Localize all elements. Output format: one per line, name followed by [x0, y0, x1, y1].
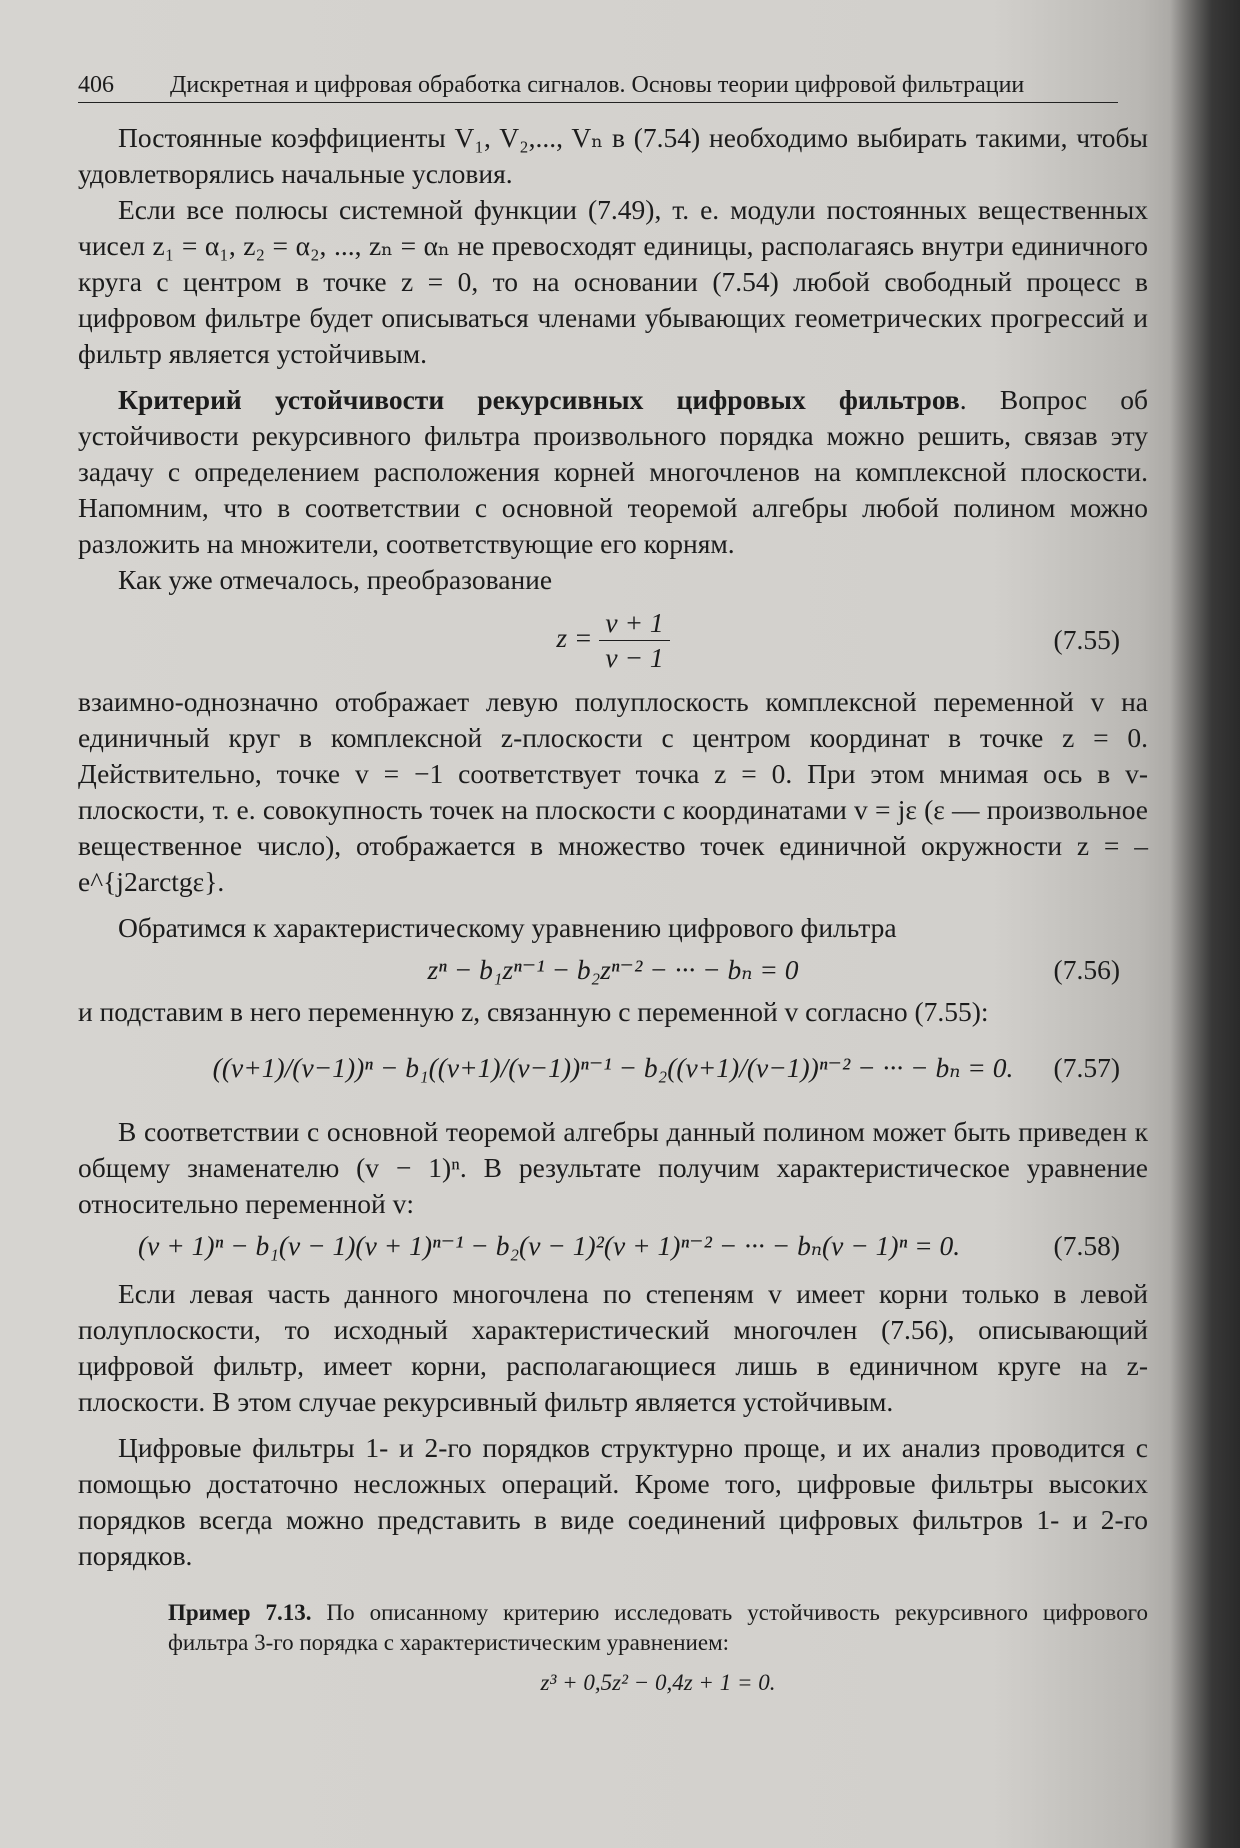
page-number: 406 — [78, 72, 114, 98]
example-7-13 — [78, 1598, 1148, 1698]
paragraph-roots: Если левая часть данного многочлена по степеням v имеет корни только в левой полуплоскости, то исходный характеристический многочлен (7.56), описывающий цифровой фильтр, имеет корни, располагающиеся лишь в единичном круге на z-плоскости. В этом случае рекурсивный фильтр является устойчивым. — [78, 1278, 1148, 1417]
paragraph-mapping: взаимно-однозначно отображает левую полуплоскость комплексной переменной v на единичный круг в комплексной z-плоскости с центром координат в точке z = 0. Действительно, точке v = −1 соответствует точка z = 0. При этом мнимая ось в v-плоскости, т. е. совокупность точек на плоскости с координатами v = jε (ε — произвольное вещественное число), отображается в множество точек единичной окружности z = – e^{j2arctgε}. — [78, 686, 1148, 897]
eq-757-expression: ((v+1)/(v−1))ⁿ − b₁((v+1)/(v−1))ⁿ⁻¹ − b₂((v+1)/(v−1))ⁿ⁻² − ··· − bₙ = 0. — [212, 1052, 1014, 1083]
equation-7-56 — [78, 950, 1148, 990]
page-body — [78, 120, 1148, 1698]
paragraph-orders: Цифровые фильтры 1- и 2-го порядков структурно проще, и их анализ проводится с помощью достаточно несложных операций. Кроме того, цифровые фильтры высоких порядков всегда можно представить в виде соединений цифровых фильтров 1- и 2-го порядков. — [78, 1432, 1148, 1571]
equation-7-57 — [78, 1034, 1148, 1104]
paragraph-characteristic: Обратимся к характеристическому уравнению цифрового фильтра — [118, 912, 897, 943]
section-title: Критерий устойчивости рекурсивных цифровых фильтров — [118, 384, 960, 415]
scan-binding-shadow — [1170, 0, 1240, 1848]
eq-755-lhs: z = — [556, 621, 593, 653]
eq-755-numerator: v + 1 — [599, 606, 669, 641]
paragraph-transform: Как уже отмечалось, преобразование — [118, 564, 553, 595]
equation-7-55 — [78, 602, 1148, 680]
paragraph-substitute: и подставим в него переменную z, связанную с переменной v согласно (7.55): — [78, 996, 989, 1027]
eq-757-number: (7.57) — [1053, 1052, 1120, 1083]
eq-755-denominator: v − 1 — [605, 642, 664, 673]
eq-755-fraction — [599, 606, 669, 675]
section-text: . Вопрос об устойчивости рекурсивного фильтра произвольного порядка можно решить, связав эту задачу с определением расположения корней многочленов на комплексной плоскости. Напомним, что в соответствии с основной теоремой алгебры любой полином можно разложить на множители, соответствующие его корням. — [78, 384, 1148, 559]
eq-755-number: (7.55) — [1053, 624, 1120, 655]
running-header — [78, 72, 1118, 103]
paragraph-stability-criterion — [78, 382, 1148, 562]
eq-756-expression: zⁿ − b₁zⁿ⁻¹ − b₂zⁿ⁻² − ··· − bₙ = 0 — [427, 954, 799, 985]
example-text: По описанному критерию исследовать устойчивость рекурсивного цифрового фильтра 3-го порядка с характеристическим уравнением: — [168, 1600, 1148, 1655]
paragraph-theorem: В соответствии с основной теоремой алгебры данный полином может быть приведен к общему знаменателю (v − 1)ⁿ. В результате получим характеристическое уравнение относительно переменной v: — [78, 1116, 1148, 1219]
eq-756-number: (7.56) — [1053, 954, 1120, 985]
equation-7-58 — [78, 1226, 1148, 1266]
eq-758-expression: (v + 1)ⁿ − b₁(v − 1)(v + 1)ⁿ⁻¹ − b₂(v − 1)²(v + 1)ⁿ⁻² − ··· − bₙ(v − 1)ⁿ = 0. — [138, 1230, 961, 1261]
eq-758-number: (7.58) — [1053, 1230, 1120, 1261]
running-title: Дискретная и цифровая обработка сигналов. Основы теории цифровой фильтрации — [170, 72, 1025, 98]
example-equation: z³ + 0,5z² − 0,4z + 1 = 0. — [540, 1670, 776, 1695]
paragraph-poles: Если все полюсы системной функции (7.49), т. е. модули постоянных вещественных чисел z₁ = α₁, z₂ = α₂, ..., zₙ = αₙ не превосходят единицы, располагаясь внутри единичного круга с центром в точке z = 0, то на основании (7.54) любой свободный процесс в цифровом фильтре будет описываться членами убывающих геометрических прогрессий и фильтр является устойчивым. — [78, 194, 1148, 369]
paragraph-coefficients: Постоянные коэффициенты V₁, V₂,..., Vₙ в (7.54) необходимо выбирать такими, чтобы удовлетворялись начальные условия. — [78, 122, 1148, 189]
example-label: Пример 7.13. — [168, 1600, 312, 1625]
